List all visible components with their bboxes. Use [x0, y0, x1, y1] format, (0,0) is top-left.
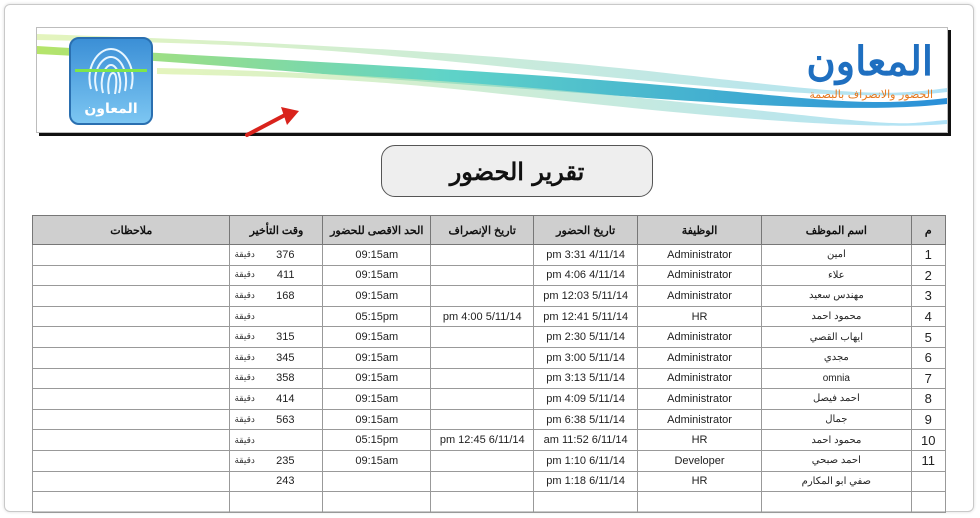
cell-check-out: 5/11/14 4:00 pm	[431, 306, 534, 327]
cell-check-in: 6/11/14 11:52 am	[534, 430, 637, 451]
cell-num	[911, 471, 945, 492]
col-header-check-out: تاريخ الإنصراف	[431, 216, 534, 245]
cell-delay	[230, 327, 323, 348]
cell-delay	[230, 450, 323, 471]
cell-check-out	[431, 450, 534, 471]
red-arrow-icon	[245, 105, 305, 139]
delay-value: 345	[276, 351, 295, 364]
delay-value: 315	[276, 331, 295, 344]
cell-notes	[33, 368, 230, 389]
brand-tagline: الحضور والانصراف بالبصمة	[809, 88, 933, 101]
cell-max-time: 09:15am	[323, 409, 431, 430]
cell-notes	[33, 389, 230, 410]
minutes-label: دقيقة	[234, 454, 255, 465]
table-row	[33, 245, 946, 266]
minutes-label: دقيقة	[234, 289, 255, 300]
cell-max-time: 09:15am	[323, 327, 431, 348]
minutes-label: دقيقة	[234, 392, 255, 403]
cell-notes	[33, 265, 230, 286]
cell-name: احمد فيصل	[762, 389, 911, 410]
cell-max-time: 09:15am	[323, 265, 431, 286]
cell-max-time: 09:15am	[323, 450, 431, 471]
cell-check-out	[431, 409, 534, 430]
delay-value: 376	[276, 248, 295, 261]
cell-notes	[33, 286, 230, 307]
cell-num: 4	[911, 306, 945, 327]
cell-notes	[33, 471, 230, 492]
cell-name: محمود احمد	[762, 306, 911, 327]
cell-delay	[230, 492, 323, 513]
minutes-label: دقيقة	[234, 269, 255, 280]
cell-job	[637, 492, 761, 513]
cell-notes	[33, 347, 230, 368]
delay-value: 563	[276, 413, 295, 426]
minutes-label: دقيقة	[234, 248, 255, 259]
cell-name: امين	[762, 245, 911, 266]
report-page	[4, 4, 974, 512]
cell-job: Administrator	[637, 347, 761, 368]
table-row	[33, 492, 946, 513]
cell-num	[911, 492, 945, 513]
cell-max-time	[323, 471, 431, 492]
report-banner	[36, 27, 948, 133]
cell-job: Administrator	[637, 245, 761, 266]
cell-num: 7	[911, 368, 945, 389]
cell-job: Administrator	[637, 389, 761, 410]
cell-notes	[33, 492, 230, 513]
delay-value: 243	[276, 475, 295, 488]
cell-job: HR	[637, 471, 761, 492]
cell-name: صفي ابو المكارم	[762, 471, 911, 492]
cell-delay	[230, 409, 323, 430]
table-row	[33, 265, 946, 286]
minutes-label: دقيقة	[234, 413, 255, 424]
cell-delay	[230, 471, 323, 492]
cell-max-time: 09:15am	[323, 347, 431, 368]
minutes-label: دقيقة	[234, 331, 255, 342]
fingerprint-icon	[71, 39, 151, 99]
app-logo	[69, 37, 153, 125]
table-row	[33, 286, 946, 307]
cell-check-out	[431, 327, 534, 348]
cell-num: 5	[911, 327, 945, 348]
delay-value: 358	[276, 372, 295, 385]
cell-num: 10	[911, 430, 945, 451]
cell-num: 9	[911, 409, 945, 430]
cell-notes	[33, 245, 230, 266]
col-header-job: الوظيفة	[637, 216, 761, 245]
report-title: تقرير الحضور	[381, 145, 653, 197]
col-header-delay: وقت التأخير	[230, 216, 323, 245]
cell-check-in: 6/11/14 1:10 pm	[534, 450, 637, 471]
cell-check-in: 5/11/14 3:00 pm	[534, 347, 637, 368]
cell-check-out	[431, 286, 534, 307]
cell-name	[762, 492, 911, 513]
logo-text: المعاون	[84, 101, 138, 117]
cell-job: Developer	[637, 450, 761, 471]
cell-check-in	[534, 492, 637, 513]
cell-name: محمود احمد	[762, 430, 911, 451]
col-header-max-time: الحد الاقصى للحضور	[323, 216, 431, 245]
cell-check-out	[431, 471, 534, 492]
table-header-row	[33, 216, 946, 245]
minutes-label: دقيقة	[234, 351, 255, 362]
cell-name: omnia	[762, 368, 911, 389]
cell-name: مهندس سعيد	[762, 286, 911, 307]
cell-check-in: 5/11/14 2:30 pm	[534, 327, 637, 348]
cell-max-time: 09:15am	[323, 368, 431, 389]
cell-num: 1	[911, 245, 945, 266]
cell-check-out	[431, 492, 534, 513]
cell-max-time: 05:15pm	[323, 306, 431, 327]
cell-job: Administrator	[637, 327, 761, 348]
cell-max-time: 05:15pm	[323, 430, 431, 451]
cell-max-time: 09:15am	[323, 286, 431, 307]
col-header-check-in: تاريخ الحضور	[534, 216, 637, 245]
cell-check-out	[431, 265, 534, 286]
cell-check-in: 5/11/14 12:41 pm	[534, 306, 637, 327]
cell-delay	[230, 368, 323, 389]
brand-block	[806, 38, 933, 101]
cell-job: HR	[637, 430, 761, 451]
cell-check-in: 5/11/14 3:13 pm	[534, 368, 637, 389]
cell-notes	[33, 409, 230, 430]
delay-value: 414	[276, 392, 295, 405]
delay-value: 168	[276, 289, 295, 302]
cell-name: مجدي	[762, 347, 911, 368]
col-header-notes: ملاحظات	[33, 216, 230, 245]
cell-check-in: 4/11/14 3:31 pm	[534, 245, 637, 266]
minutes-label: دقيقة	[234, 434, 255, 445]
cell-delay	[230, 286, 323, 307]
table-row	[33, 389, 946, 410]
cell-check-out	[431, 245, 534, 266]
cell-notes	[33, 327, 230, 348]
brand-name: المعاون	[806, 38, 933, 85]
table-row	[33, 306, 946, 327]
cell-num: 2	[911, 265, 945, 286]
table-row	[33, 409, 946, 430]
cell-job: HR	[637, 306, 761, 327]
cell-notes	[33, 430, 230, 451]
cell-check-out	[431, 347, 534, 368]
cell-num: 8	[911, 389, 945, 410]
cell-delay	[230, 306, 323, 327]
cell-num: 11	[911, 450, 945, 471]
cell-num: 6	[911, 347, 945, 368]
minutes-label: دقيقة	[234, 372, 255, 383]
cell-delay	[230, 389, 323, 410]
cell-job: Administrator	[637, 368, 761, 389]
cell-max-time: 09:15am	[323, 389, 431, 410]
cell-job: Administrator	[637, 409, 761, 430]
cell-check-in: 5/11/14 4:09 pm	[534, 389, 637, 410]
cell-delay	[230, 265, 323, 286]
cell-max-time: 09:15am	[323, 245, 431, 266]
cell-check-in: 5/11/14 12:03 pm	[534, 286, 637, 307]
cell-check-out	[431, 389, 534, 410]
cell-check-out	[431, 368, 534, 389]
cell-notes	[33, 450, 230, 471]
cell-name: احمد صبحي	[762, 450, 911, 471]
cell-delay	[230, 245, 323, 266]
cell-delay	[230, 430, 323, 451]
cell-name: ايهاب القصي	[762, 327, 911, 348]
cell-max-time	[323, 492, 431, 513]
cell-check-in: 6/11/14 1:18 pm	[534, 471, 637, 492]
table-row	[33, 450, 946, 471]
table-row	[33, 430, 946, 451]
cell-check-in: 4/11/14 4:06 pm	[534, 265, 637, 286]
cell-name: علاء	[762, 265, 911, 286]
cell-num: 3	[911, 286, 945, 307]
col-header-name: اسم الموظف	[762, 216, 911, 245]
cell-name: جمال	[762, 409, 911, 430]
table-row	[33, 368, 946, 389]
cell-check-in: 5/11/14 6:38 pm	[534, 409, 637, 430]
minutes-label: دقيقة	[234, 311, 255, 322]
delay-value: 235	[276, 454, 295, 467]
attendance-table	[32, 215, 946, 513]
delay-value: 411	[276, 269, 295, 282]
cell-check-out: 6/11/14 12:45 pm	[431, 430, 534, 451]
table-row	[33, 347, 946, 368]
table-row	[33, 327, 946, 348]
table-row	[33, 471, 946, 492]
cell-job: Administrator	[637, 265, 761, 286]
cell-delay	[230, 347, 323, 368]
cell-job: Administrator	[637, 286, 761, 307]
cell-notes	[33, 306, 230, 327]
col-header-num: م	[911, 216, 945, 245]
